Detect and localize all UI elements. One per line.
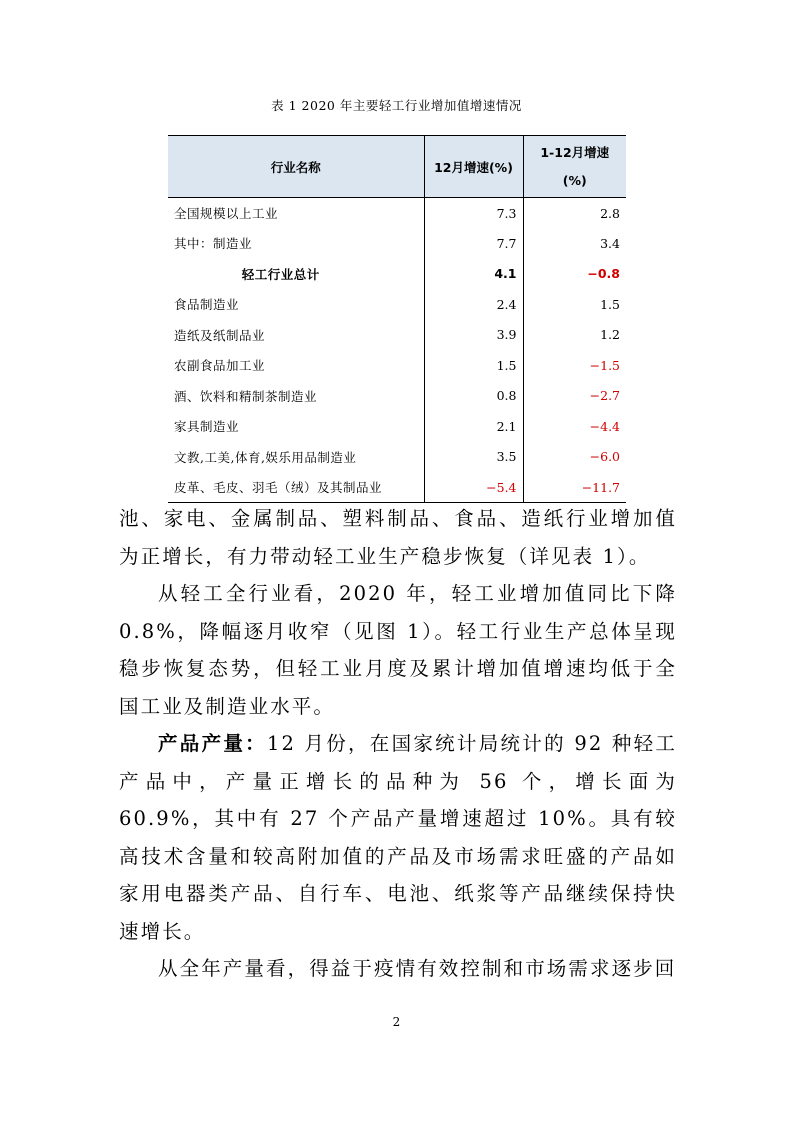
row-industry-name: 食品制造业 [174,297,240,313]
row-annual-growth: 1.5 [523,289,626,320]
table-row [168,411,626,442]
row-december-growth: 7.7 [424,228,523,259]
table-row [168,228,626,259]
row-december-growth: −5.4 [424,472,523,503]
paragraph-3-text: 12 月份，在国家统计局统计的 92 种轻工产品中，产量正增长的品种为 56 个，增长面为 60.9%，其中有 27 个产品产量增速超过 10%。具有较高技术含量和较高附加值的产品及市场需求旺盛的产品如家用电器类产品、自行车、电池、纸浆等产品继续保持快速增长。 [119,732,677,943]
row-industry-name: 家具制造业 [174,419,240,435]
header-annual-growth [523,136,626,198]
table-row [168,198,626,229]
row-industry-name: 造纸及纸制品业 [174,327,266,343]
header-annual-growth-line1: 1-12月增速 [540,144,610,160]
row-industry-name: 酒、饮料和精制茶制造业 [174,388,318,404]
row-december-growth: 2.1 [424,411,523,442]
table-row [168,289,626,320]
row-annual-growth: −4.4 [523,411,626,442]
row-annual-growth: −6.0 [523,442,626,473]
paragraph-1: 池、家电、金属制品、塑料制品、食品、造纸行业增加值为正增长，有力带动轻工业生产稳步恢复（详见表 1）。 [119,507,677,568]
row-december-growth: 3.9 [424,320,523,351]
row-annual-growth: 3.4 [523,228,626,259]
row-december-growth: 2.4 [424,289,523,320]
row-annual-growth: 2.8 [523,198,626,229]
row-industry-name: 其中：制造业 [174,236,253,252]
row-december-growth: 4.1 [424,259,523,290]
paragraph-2: 从轻工全行业看，2020 年，轻工业增加值同比下降 0.8%，降幅逐月收窄（见图 1）。轻工行业生产总体呈现稳步恢复态势，但轻工业月度及累计增加值增速均低于全国工业及制造业水平。 [119,582,677,718]
table-row-total [168,259,626,290]
row-december-growth: 3.5 [424,442,523,473]
paragraph-3-lead: 产品产量： [158,732,267,755]
table-header-row [168,136,626,198]
industry-growth-table [168,135,626,503]
paragraph-3 [119,725,677,950]
header-industry-name: 行业名称 [168,136,424,198]
row-december-growth: 7.3 [424,198,523,229]
table-row [168,350,626,381]
row-annual-growth: 1.2 [523,320,626,351]
row-industry-name: 皮革、毛皮、羽毛（绒）及其制品业 [168,472,424,503]
table-row [168,381,626,412]
row-annual-growth: −0.8 [523,259,626,290]
table-caption: 表 1 2020 年主要轻工行业增加值增速情况 [271,98,522,113]
row-december-growth: 0.8 [424,381,523,412]
table-row [168,320,626,351]
page-number: 2 [392,1015,401,1029]
row-december-growth: 1.5 [424,350,523,381]
body-text [119,500,677,988]
row-industry-name: 文教,工美,体育,娱乐用品制造业 [174,449,357,465]
row-annual-growth: −11.7 [523,472,626,503]
header-december-growth: 12月增速(%) [424,136,523,198]
paragraph-4: 从全年产量看，得益于疫情有效控制和市场需求逐步回 [158,957,677,980]
table-row [168,472,626,503]
row-industry-name: 全国规模以上工业 [174,206,279,221]
row-industry-name: 农副食品加工业 [174,358,266,374]
row-annual-growth: −1.5 [523,350,626,381]
row-annual-growth: −2.7 [523,381,626,412]
row-industry-name: 轻工行业总计 [241,266,320,282]
header-annual-growth-line2: (%) [562,172,587,188]
table-row [168,442,626,473]
